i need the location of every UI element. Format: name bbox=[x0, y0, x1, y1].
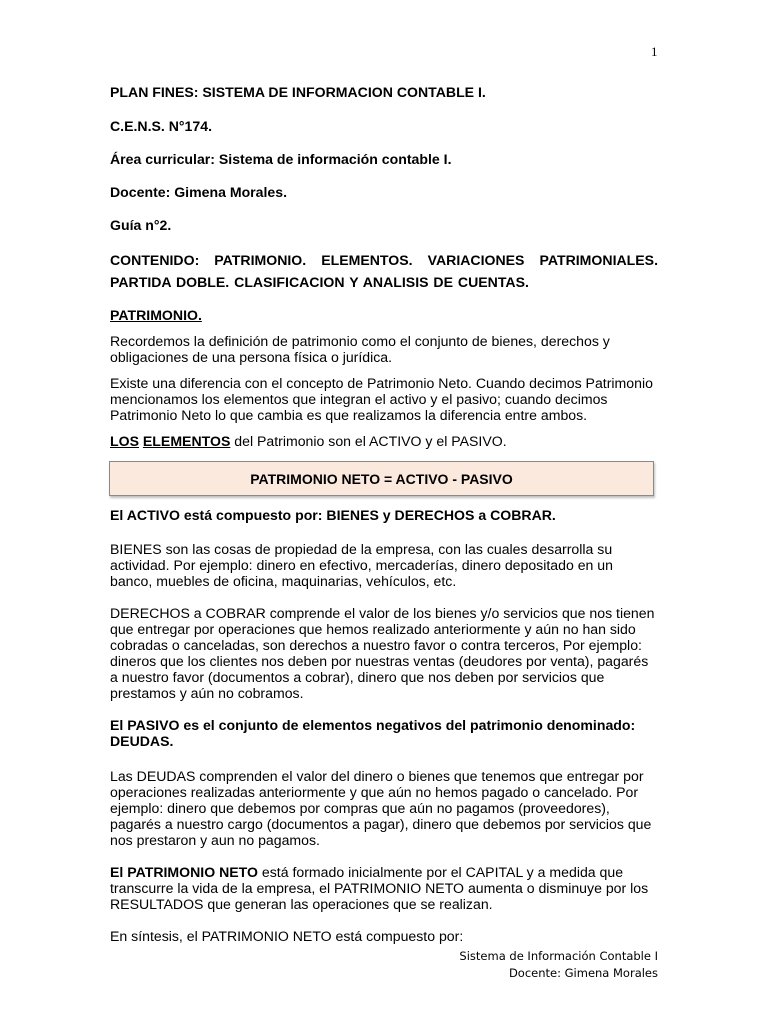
patrimonio-neto-bold: El PATRIMONIO NETO bbox=[110, 864, 258, 880]
pasivo-heading: El PASIVO es el conjunto de elementos negativos del patrimonio denominado: DEUDAS. bbox=[110, 717, 636, 749]
deudas-paragraph: Las DEUDAS comprenden el valor del dinero o bienes que tenemos que entregar por operaciones realizadas anteriormente y que aún no hemos pagado o cancelado. Por ejemplo: dinero que debemos por compras que aún no pagamos (proveedores), pagarés a nuestro cargo (documentos a pagar), dinero que debemos por servicios que nos prestaron y aun no pagamos. bbox=[110, 768, 652, 848]
contents-summary: CONTENIDO: PATRIMONIO. ELEMENTOS. VARIACIONES PATRIMONIALES. PARTIDA DOBLE. CLASIFICACION Y ANALISIS DE CUENTAS. bbox=[110, 252, 658, 290]
definition-paragraph: Recordemos la definición de patrimonio como el conjunto de bienes, derechos y obligaciones de una persona física o jurídica. bbox=[110, 333, 610, 365]
guide-number: Guía n°2. bbox=[110, 217, 172, 233]
difference-paragraph: Existe una diferencia con el concepto de Patrimonio Neto. Cuando decimos Patrimonio mencionamos los elementos que integran el activo y el pasivo; cuando decimos Patrimonio Neto lo que cambia es que realizamos la diferencia entre ambos. bbox=[110, 375, 653, 423]
school-name: C.E.N.S. N°174. bbox=[110, 118, 212, 134]
patrimonio-neto-paragraph bbox=[110, 864, 658, 912]
elements-sentence-rest: del Patrimonio son el ACTIVO y el PASIVO. bbox=[230, 433, 507, 449]
activo-heading: El ACTIVO está compuesto por: BIENES y DERECHOS a COBRAR. bbox=[110, 507, 556, 523]
document-title: PLAN FINES: SISTEMA DE INFORMACION CONTABLE I. bbox=[110, 84, 486, 100]
teacher-name: Docente: Gimena Morales. bbox=[110, 184, 288, 200]
bienes-paragraph: BIENES son las cosas de propiedad de la empresa, con las cuales desarrolla su actividad. Por ejemplo: dinero en efectivo, mercaderías, dinero depositado en un banco, muebles de oficina, maquinarias, vehículos, etc. bbox=[110, 541, 613, 589]
elements-word-elementos: ELEMENTOS bbox=[142, 433, 231, 449]
page-footer bbox=[459, 948, 658, 982]
document-body bbox=[110, 84, 658, 944]
formula-text: PATRIMONIO NETO = ACTIVO - PASIVO bbox=[250, 470, 513, 487]
sintesis-line: En síntesis, el PATRIMONIO NETO está compuesto por: bbox=[110, 928, 464, 944]
curricular-area: Área curricular: Sistema de información contable I. bbox=[110, 151, 452, 167]
footer-teacher: Docente: Gimena Morales bbox=[508, 966, 658, 980]
page-number: 1 bbox=[651, 44, 658, 59]
footer-course: Sistema de Información Contable I bbox=[459, 949, 658, 963]
section-title: PATRIMONIO. bbox=[110, 307, 202, 323]
elements-word-los: LOS bbox=[110, 433, 139, 449]
formula-box bbox=[109, 461, 654, 496]
elements-sentence bbox=[110, 433, 658, 449]
derechos-paragraph: DERECHOS a COBRAR comprende el valor de los bienes y/o servicios que nos tienen que entregar por operaciones que hemos realizado anteriormente y aún no han sido cobradas o canceladas, son derechos a nuestro favor o contra terceros, Por ejemplo: dineros que los clientes nos deben por nuestras ventas (deudores por venta), pagarés a nuestro favor (documentos a cobrar), dinero que nos deben por servicios que prestamos y aún no cobramos. bbox=[110, 605, 655, 701]
patrimonio-neto-rest: está formado inicialmente por el CAPITAL y a medida que transcurre la vida de la empresa, el PATRIMONIO NETO aumenta o disminuye por los RESULTADOS que generan las operaciones que se realizan. bbox=[110, 864, 649, 912]
